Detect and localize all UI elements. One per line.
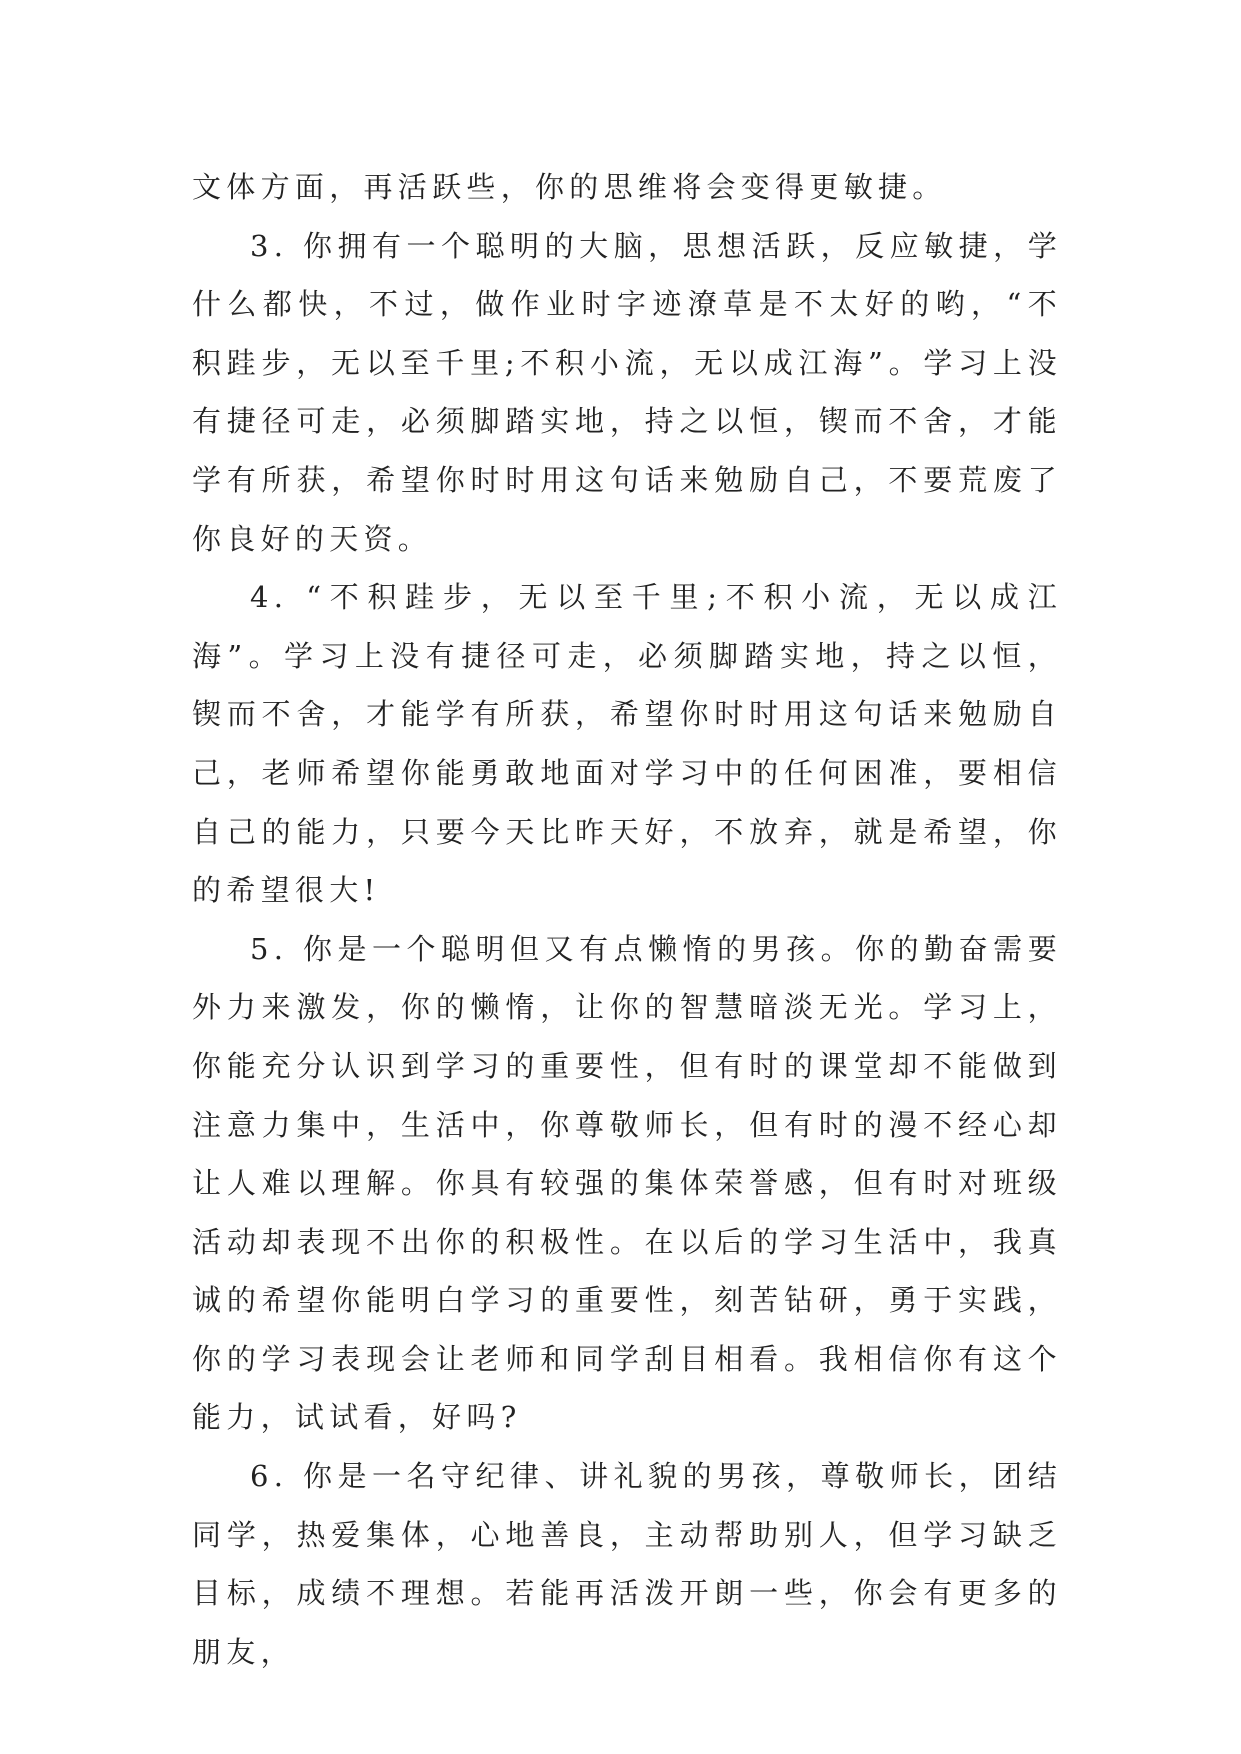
paragraph-continuation: 文体方面，再活跃些，你的思维将会变得更敏捷。 <box>192 170 947 204</box>
paragraph-item-4: 4. “不积跬步，无以至千里;不积小流，无以成江海”。学习上没有捷径可走，必须脚踏实地，持之以恒，锲而不舍，才能学有所获，希望你时时用这句话来勉励自己，老师希望你能勇敢地面对学习中的任何困准，要相信自己的能力，只要今天比昨天好，不放弃，就是希望，你的希望很大! <box>192 580 1062 908</box>
paragraph-item-3: 3. 你拥有一个聪明的大脑，思想活跃，反应敏捷，学什么都快，不过，做作业时字迹潦草是不太好的哟，“不积跬步，无以至千里;不积小流，无以成江海”。学习上没有捷径可走，必须脚踏实地，持之以恒，锲而不舍，才能学有所获，希望你时时用这句话来勉励自己，不要荒废了你良好的天资。 <box>192 228 1062 556</box>
paragraph-item-6: 6. 你是一名守纪律、讲礼貌的男孩，尊敬师长，团结同学，热爱集体，心地善良，主动帮助别人，但学习缺乏目标，成绩不理想。若能再活泼开朗一些，你会有更多的朋友， <box>192 1459 1062 1669</box>
document-body <box>192 158 1062 1681</box>
paragraph-item-5: 5. 你是一个聪明但又有点懒惰的男孩。你的勤奋需要外力来激发，你的懒惰，让你的智慧暗淡无光。学习上，你能充分认识到学习的重要性，但有时的课堂却不能做到注意力集中，生活中，你尊敬师长，但有时的漫不经心却让人难以理解。你具有较强的集体荣誉感，但有时对班级活动却表现不出你的积极性。在以后的学习生活中，我真诚的希望你能明白学习的重要性，刻苦钻研，勇于实践，你的学习表现会让老师和同学刮目相看。我相信你有这个能力，试试看，好吗? <box>192 931 1062 1435</box>
